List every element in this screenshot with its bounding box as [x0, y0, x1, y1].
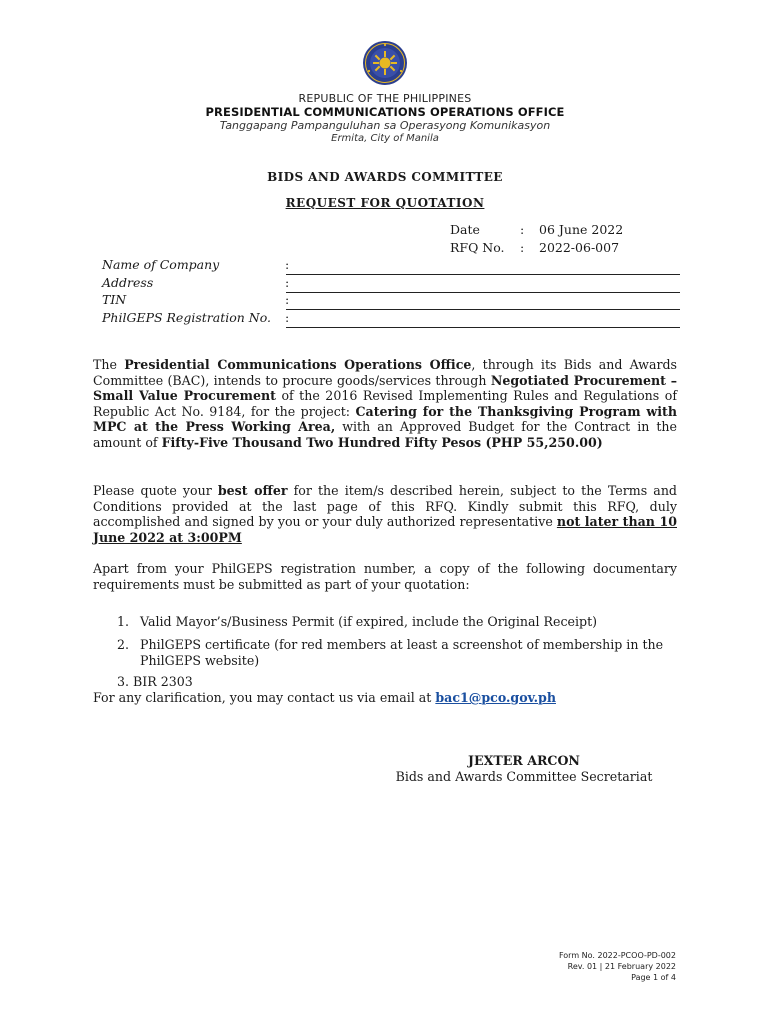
date-value: 06 June 2022: [539, 222, 624, 237]
company-name-field[interactable]: [102, 257, 680, 275]
committee-heading: BIDS AND AWARDS COMMITTEE: [267, 170, 503, 184]
tin-label: TIN: [102, 292, 127, 307]
best-offer-bold: best offer: [217, 483, 288, 498]
document-title: REQUEST FOR QUOTATION: [285, 196, 485, 210]
header-republic: REPUBLIC OF THE PHILIPPINES: [298, 92, 472, 105]
signatory-title: Bids and Awards Committee Secretariat: [395, 769, 653, 784]
email-link[interactable]: bac1@pco.gov.ph: [435, 690, 556, 705]
text-run: of the 2016 Revised Implementing Rules and Regulations of Republic Act No. 9184, for the project:: [93, 388, 678, 419]
philgeps-registration-label: PhilGEPS Registration No.: [102, 310, 271, 325]
philgeps-registration-field[interactable]: [102, 310, 680, 328]
tin-field[interactable]: [102, 292, 680, 310]
rfq-number-value: 2022-06-007: [539, 240, 620, 255]
text-run: with an Approved Budget for the Contract in the amount of: [93, 419, 677, 450]
header-office-tagalog: Tanggapang Pampanguluhan sa Operasyong Komunikasyon: [219, 119, 551, 132]
revision-info: Rev. 01 | 21 February 2022: [567, 962, 676, 971]
date-colon: :: [520, 222, 525, 237]
text-run: The: [93, 357, 125, 372]
header-office-name: PRESIDENTIAL COMMUNICATIONS OPERATIONS OFFICE: [205, 105, 565, 119]
text-run: , through its Bids and Awards Committee (BAC), intends to procure goods/services through: [93, 357, 678, 388]
field-colon: :: [285, 257, 290, 272]
quote-instructions-paragraph: [93, 483, 677, 545]
header-address: Ermita, City of Manila: [331, 133, 439, 144]
address-label: Address: [102, 275, 154, 290]
company-name-label: Name of Company: [102, 257, 220, 272]
contact-line: [93, 690, 677, 706]
signatory-name: JEXTER ARCON: [468, 753, 580, 768]
procurement-mode-bold: Negotiated Procurement – Small Value Procurement: [93, 372, 678, 404]
page-number: Page 1 of 4: [631, 973, 676, 982]
office-name-bold: Presidential Communications Operations Office: [124, 357, 472, 372]
budget-amount-bold: Fifty-Five Thousand Two Hundred Fifty Pesos (PHP 55,250.00): [161, 434, 603, 450]
text-run: for the item/s described herein, subject to the Terms and Conditions provided at the last page of this RFQ. Kindly submit this RFQ, duly accomplished and signed by you or your duly authorized representative: [93, 483, 677, 530]
list-item-number: 1.: [117, 614, 130, 629]
philgeps-registration-line[interactable]: [286, 327, 680, 328]
list-item-text: Valid Mayor’s/Business Permit (if expired, include the Original Receipt): [140, 614, 598, 629]
pcoo-seal-logo: [362, 40, 408, 86]
intro-paragraph: [93, 357, 677, 451]
text-run: Please quote your: [93, 483, 218, 498]
address-field[interactable]: [102, 275, 680, 293]
rfq-number-label: RFQ No.: [450, 240, 505, 255]
contact-text: For any clarification, you may contact us via email at: [93, 690, 436, 705]
date-label: Date: [450, 222, 480, 237]
list-item-bir: 3. BIR 2303: [117, 674, 193, 689]
project-title-bold: Catering for the Thanksgiving Program with MPC at the Press Working Area,: [93, 403, 677, 435]
list-item-number: 2.: [117, 637, 130, 652]
requirements-intro-paragraph: Apart from your PhilGEPS registration number, a copy of the following documentary requirements must be submitted as part of your quotation:: [93, 561, 677, 592]
form-number: Form No. 2022-PCOO-PD-002: [558, 951, 676, 960]
field-colon: :: [285, 292, 290, 307]
field-colon: :: [285, 310, 290, 325]
field-colon: :: [285, 275, 290, 290]
deadline-bold-underlined: not later than 10 June 2022 at 3:00PM: [93, 514, 677, 545]
list-item-text: PhilGEPS certificate (for red members at least a screenshot of membership in the PhilGEPS website): [140, 637, 664, 668]
rfq-number-colon: :: [520, 240, 525, 255]
